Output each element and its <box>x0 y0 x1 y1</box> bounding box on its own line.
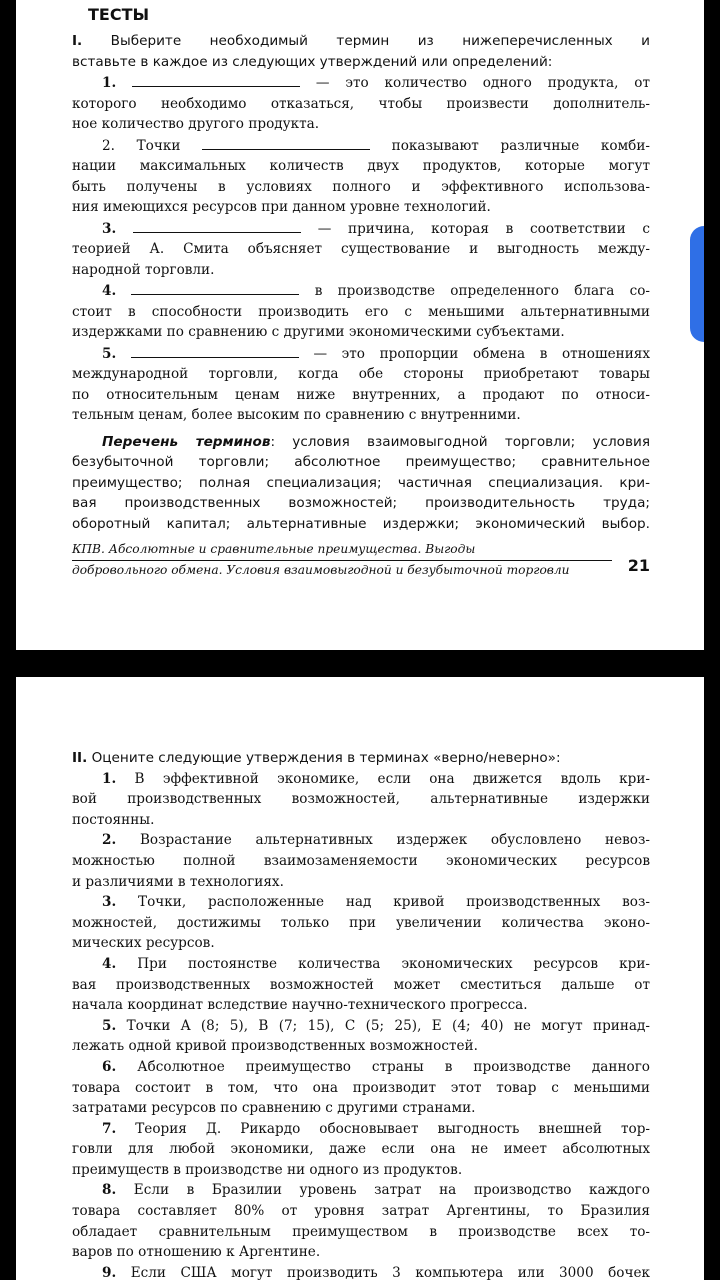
answer-blank-3[interactable] <box>133 218 301 233</box>
stmt-7-line-1: 7. Теория Д. Рикардо обосновывает выгодность внешней тор- <box>102 1120 650 1137</box>
stmt-1-line-2: вой производственных возможностей, альтернативные издержки <box>72 791 650 808</box>
answer-blank-5[interactable] <box>131 343 299 358</box>
footer-line-2: добровольного обмена. Условия взаимовыгодной и безубыточной торговли <box>72 563 570 577</box>
stmt-6-line-3: затратами ресурсов по сравнению с другими странами. <box>72 1100 476 1117</box>
section-1 <box>72 31 650 534</box>
item-3-line-3: народной торговли. <box>72 261 215 278</box>
item-4-line-1: 4. в производстве определенного блага со- <box>72 280 650 302</box>
terms-line-1: Перечень терминов: условия взаимовыгодной торговли; условия <box>102 433 650 450</box>
stmt-6-line-1: 6. Абсолютное преимущество страны в производстве данного <box>102 1058 650 1075</box>
section-2 <box>72 748 650 1280</box>
item-1-line-1: 1. — это количество одного продукта, от <box>72 72 650 94</box>
page-heading: ТЕСТЫ <box>88 5 150 24</box>
stmt-5-line-2: лежать одной кривой производственных возможностей. <box>72 1038 478 1055</box>
stmt-5-line-1: 5. Точки A (8; 5), B (7; 15), C (5; 25), E (4; 40) не могут принад- <box>102 1017 650 1034</box>
stmt-3-line-1: 3. Точки, расположенные над кривой производственных воз- <box>102 894 650 911</box>
page-number: 21 <box>627 556 650 575</box>
terms-title: Перечень терминов <box>102 433 271 450</box>
terms-line-4: вая производственных возможностей; производительность труда; <box>72 495 650 511</box>
item-2-line-3: быть получены в условиях полного и эффективного использова- <box>72 178 650 195</box>
item-4-line-3: издержками по сравнению с другими экономическими субъектами. <box>72 324 565 340</box>
item-5-line-4: тельным ценам, более высоким по сравнению с внутренними. <box>72 407 521 423</box>
terms-line-2: безубыточной торговли; абсолютное преимущество; сравнительное <box>72 454 650 470</box>
stmt-3-line-3: мических ресурсов. <box>72 935 215 952</box>
item-1-line-2: которого необходимо отказаться, чтобы произвести дополнитель- <box>72 95 650 112</box>
stmt-2-line-2: можностью полной взаимозаменяемости экономических ресурсов <box>72 852 650 869</box>
page-upper <box>16 0 704 650</box>
section-1-intro-line-1: I. Выберите необходимый термин из нижеперечисленных и <box>72 33 650 49</box>
answer-blank-1[interactable] <box>132 72 300 87</box>
stmt-2-line-1: 2. Возрастание альтернативных издержек обусловлено невоз- <box>102 832 650 849</box>
section-2-intro: II. Оцените следующие утверждения в терминах «верно/неверно»: <box>72 750 561 766</box>
stmt-8-line-3: обладает сравнительным преимуществом в производстве всех то- <box>72 1223 650 1240</box>
item-3-line-1: 3. — причина, которая в соответствии с <box>72 218 650 240</box>
stmt-8-line-2: товара составляет 80% от уровня затрат Аргентины, то Бразилия <box>72 1203 650 1220</box>
stmt-7-line-2: говли для любой экономики, даже если она не имеет абсолютных <box>72 1141 650 1158</box>
answer-blank-4[interactable] <box>131 280 299 295</box>
stmt-3-line-2: можностей, достижимы только при увеличении количества эконо- <box>72 914 650 931</box>
stmt-4-line-2: вая производственных возможностей может сместиться дальше от <box>72 976 650 993</box>
stmt-9-line-1: 9. Если США могут производить 3 компьютера или 3000 бочек <box>102 1264 650 1280</box>
stmt-1-line-1: 1. В эффективной экономике, если она движется вдоль кри- <box>102 770 650 787</box>
item-2-line-2: нации максимальных количеств двух продуктов, которые могут <box>72 158 650 174</box>
stmt-7-line-3: преимуществ в производстве ни одного из продуктов. <box>72 1161 463 1178</box>
stmt-1-line-3: постоянны. <box>72 811 155 828</box>
side-scroll-tab[interactable] <box>690 226 704 342</box>
page-lower <box>16 677 704 1280</box>
item-2-line-1: 2. Точки показывают различные комби- <box>72 135 650 157</box>
running-footer <box>72 540 650 579</box>
stmt-8-line-1: 8. Если в Бразилии уровень затрат на производство каждого <box>102 1182 650 1199</box>
stmt-8-line-4: варов по отношению к Аргентине. <box>72 1244 321 1261</box>
item-5-line-1: 5. — это пропорции обмена в отношениях <box>72 343 650 365</box>
terms-line-3: преимущество; полная специализация; частичная специализация. кри- <box>72 474 650 491</box>
section-1-intro-line-2: вставьте в каждое из следующих утверждений или определений: <box>72 53 553 70</box>
terms-line-5: оборотный капитал; альтернативные издержки; экономический выбор. <box>72 515 650 532</box>
item-5-line-2: международной торговли, когда обе стороны приобретают товары <box>72 366 650 382</box>
stmt-6-line-2: товара состоит в том, что она производит этот товар с меньшими <box>72 1079 650 1096</box>
stmt-4-line-1: 4. При постоянстве количества экономических ресурсов кри- <box>102 955 650 972</box>
item-3-line-2: теорией А. Смита объясняет существование и выгодность между- <box>72 241 650 257</box>
item-1-line-3: ное количество другого продукта. <box>72 116 320 132</box>
item-2-line-4: ния имеющихся ресурсов при данном уровне технологий. <box>72 199 491 215</box>
item-5-line-3: по относительным ценам ниже внутренних, а продают по относи- <box>72 386 650 403</box>
stmt-4-line-3: начала координат вследствие научно-технического прогресса. <box>72 997 528 1014</box>
footer-line-1: КПВ. Абсолютные и сравнительные преимущества. Выгоды <box>72 542 476 556</box>
stmt-2-line-3: и различиями в технологиях. <box>72 873 284 890</box>
answer-blank-2[interactable] <box>202 135 370 150</box>
item-4-line-2: стоит в способности производить его с меньшими альтернативными <box>72 303 650 320</box>
